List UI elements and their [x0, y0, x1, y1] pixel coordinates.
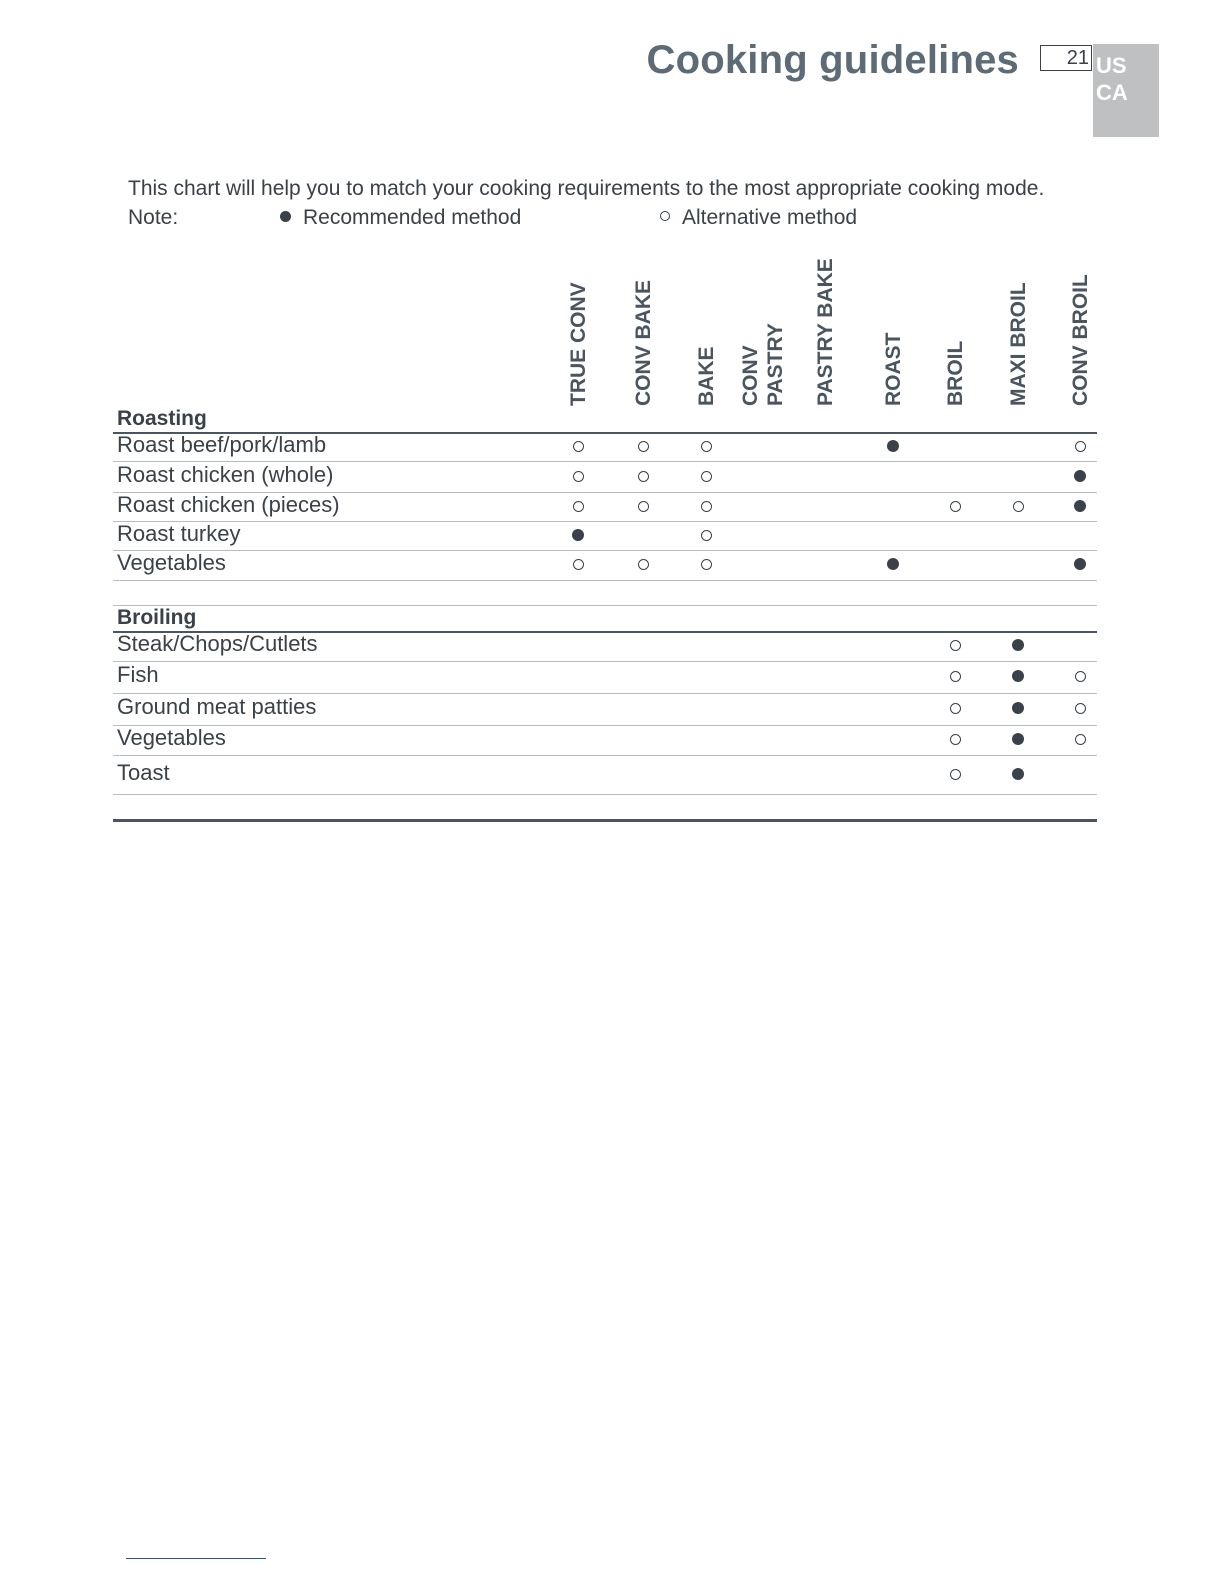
row-label: Roast beef/pork/lamb: [117, 432, 327, 457]
row-divider: [113, 550, 1097, 551]
alternative-dot-icon: [573, 471, 584, 482]
alternative-dot-icon: [638, 441, 649, 452]
column-header-line: CONV BROIL: [1068, 274, 1092, 406]
row-label: Toast: [117, 760, 170, 785]
row-label: Roast turkey: [117, 521, 241, 546]
section-title: Roasting: [117, 407, 207, 430]
alternative-dot-icon: [573, 501, 584, 512]
row-divider: [113, 521, 1097, 522]
alternative-dot-icon: [950, 640, 961, 651]
row-label: Roast chicken (whole): [117, 462, 334, 487]
alternative-dot-icon: [950, 734, 961, 745]
row-divider: [113, 725, 1097, 726]
alternative-dot-icon: [638, 501, 649, 512]
column-header-line: BROIL: [943, 340, 967, 406]
recommended-dot-icon: [1074, 558, 1086, 570]
recommended-dot-icon: [887, 440, 899, 452]
alternative-dot-icon: [701, 441, 712, 452]
row-label: Steak/Chops/Cutlets: [117, 631, 318, 656]
alternative-dot-icon: [701, 471, 712, 482]
filled-dot-icon: [280, 211, 291, 222]
row-label: Ground meat patties: [117, 694, 317, 719]
page-number-box: [1040, 45, 1092, 71]
alternative-dot-icon: [638, 559, 649, 570]
row-divider: [113, 580, 1097, 581]
row-label: Vegetables: [117, 550, 226, 575]
alternative-dot-icon: [950, 769, 961, 780]
intro-text: This chart will help you to match your cooking requirements to the most appropriate cooking mode. Note:: [128, 177, 1045, 229]
recommended-dot-icon: [887, 558, 899, 570]
alternative-dot-icon: [1075, 734, 1086, 745]
recommended-dot-icon: [1074, 470, 1086, 482]
recommended-dot-icon: [1012, 733, 1024, 745]
section-title: Broiling: [117, 606, 197, 629]
column-header-line: PASTRY: [764, 323, 787, 406]
recommended-dot-icon: [1012, 702, 1024, 714]
recommended-dot-icon: [1012, 670, 1024, 682]
legend-alternative-label: Alternative method: [682, 206, 858, 229]
region-code-ca: CA: [1096, 80, 1128, 105]
column-header-line: MAXI BROIL: [1006, 282, 1030, 406]
column-header-line: PASTRY BAKE: [813, 258, 837, 406]
row-label: Vegetables: [117, 725, 226, 750]
alternative-dot-icon: [950, 703, 961, 714]
page-title: Cooking guidelines: [646, 38, 1019, 82]
alternative-dot-icon: [701, 501, 712, 512]
hollow-dot-icon: [660, 211, 670, 221]
legend-recommended: [280, 203, 521, 232]
alternative-dot-icon: [701, 559, 712, 570]
region-code-us: US: [1096, 53, 1127, 78]
alternative-dot-icon: [950, 671, 961, 682]
recommended-dot-icon: [1012, 639, 1024, 651]
alternative-dot-icon: [1013, 501, 1024, 512]
alternative-dot-icon: [573, 559, 584, 570]
alternative-dot-icon: [1075, 703, 1086, 714]
column-header-line: TRUE CONV: [566, 282, 590, 406]
legend-recommended-label: Recommended method: [303, 206, 522, 229]
table-rule: [113, 605, 1097, 606]
page-number: 21: [1066, 47, 1089, 69]
alternative-dot-icon: [701, 530, 712, 541]
alternative-dot-icon: [1075, 441, 1086, 452]
column-header-line: CONV: [739, 345, 762, 406]
row-divider: [113, 794, 1097, 795]
row-divider: [113, 755, 1097, 756]
alternative-dot-icon: [573, 441, 584, 452]
row-label: Roast chicken (pieces): [117, 492, 340, 517]
alternative-dot-icon: [638, 471, 649, 482]
row-divider: [113, 661, 1097, 662]
alternative-dot-icon: [1075, 671, 1086, 682]
region-tab: [1093, 44, 1159, 137]
footer-rule: [126, 1558, 266, 1559]
alternative-dot-icon: [950, 501, 961, 512]
column-header-line: ROAST: [881, 332, 905, 406]
legend-alternative: [660, 203, 857, 232]
table-rule: [113, 819, 1097, 822]
recommended-dot-icon: [1074, 500, 1086, 512]
column-header-line: BAKE: [694, 346, 718, 406]
recommended-dot-icon: [572, 529, 584, 541]
column-header-line: CONV BAKE: [631, 279, 655, 406]
recommended-dot-icon: [1012, 768, 1024, 780]
row-label: Fish: [117, 662, 159, 687]
